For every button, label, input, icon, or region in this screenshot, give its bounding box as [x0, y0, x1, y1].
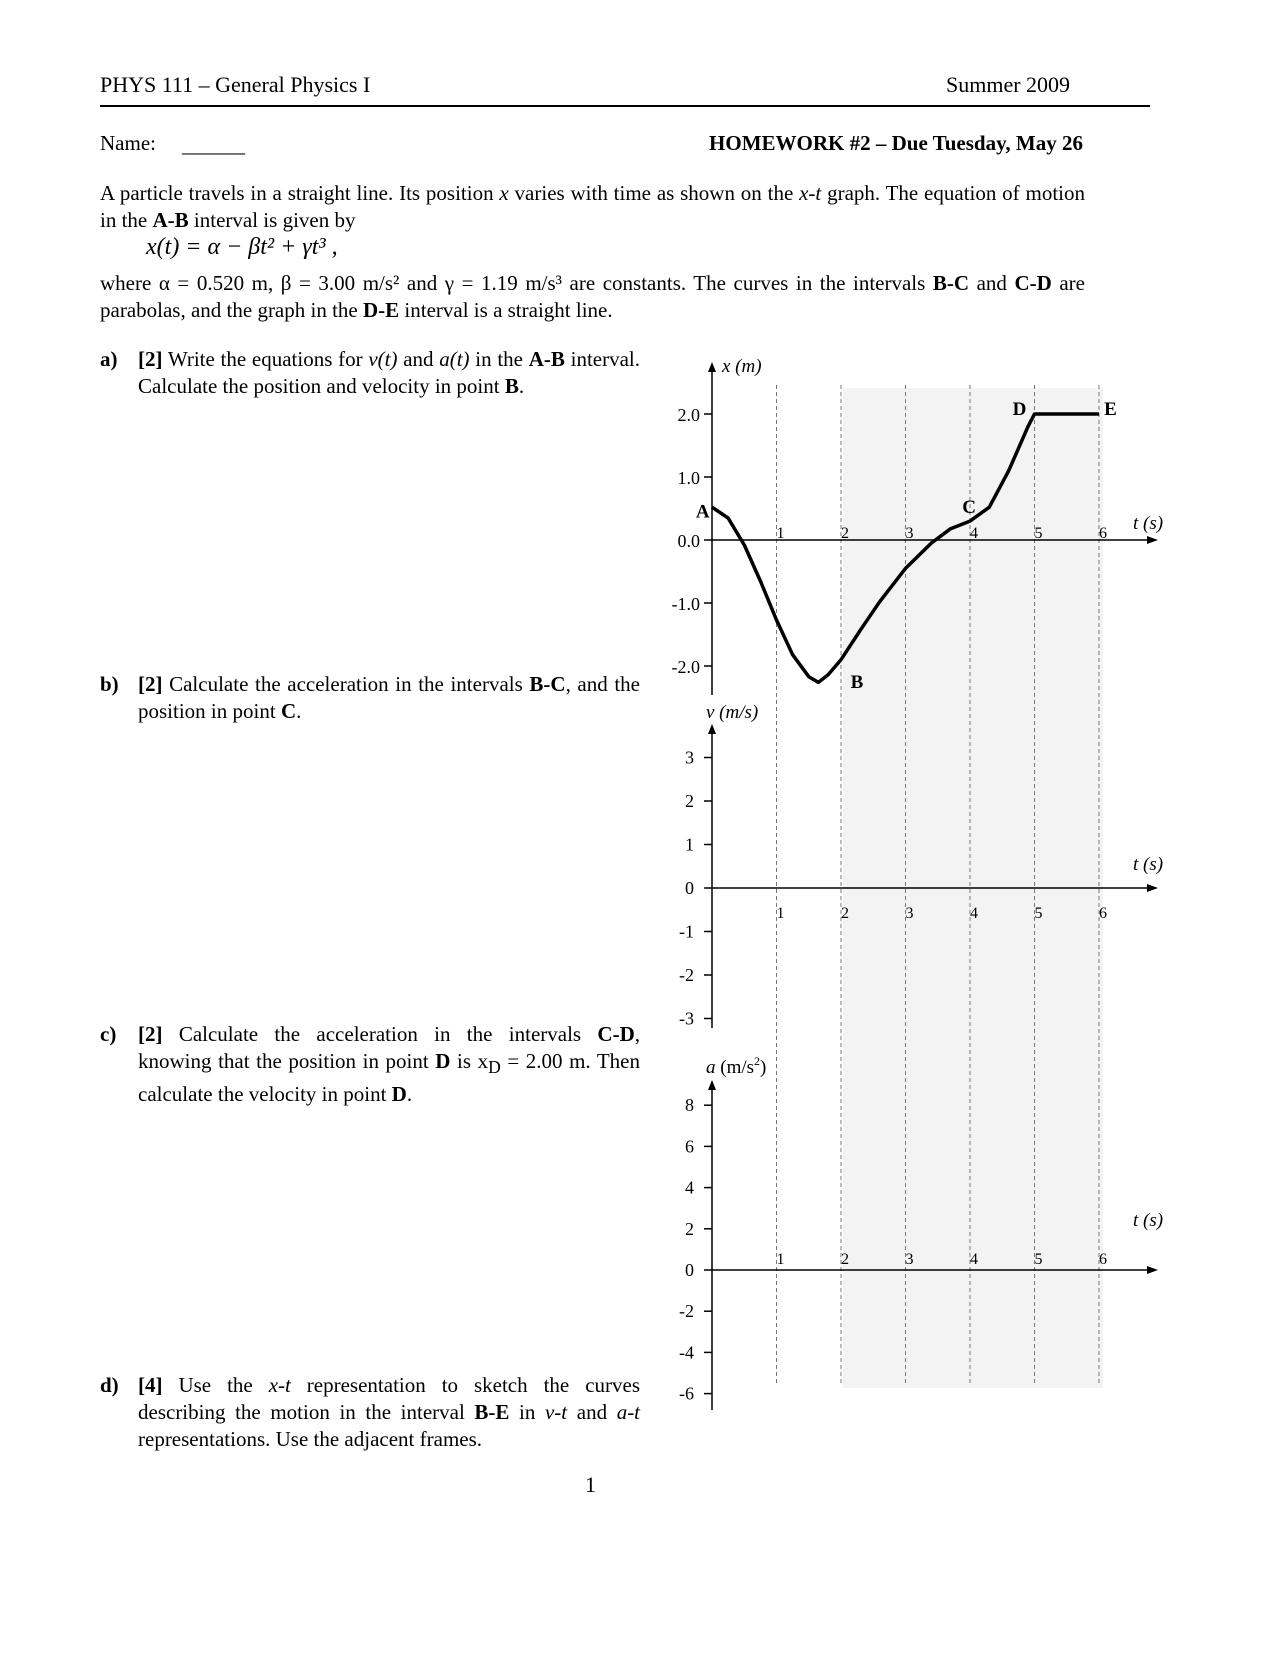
- intro-paragraph-2: where α = 0.520 m, β = 3.00 m/s² and γ = 1.19 m/s³ are constants. The curves in the intervals B-C and C-D are parabolas, and the graph in the D-E interval is a straight line.: [100, 271, 1085, 322]
- x-t-xtick-label: 3: [905, 525, 914, 542]
- point-label-e: E: [1104, 398, 1117, 420]
- point-label-b: B: [850, 671, 864, 693]
- point-label-a: A: [695, 501, 710, 523]
- v-t-xtick-label: 6: [1099, 905, 1107, 922]
- x-t-x-arrow: [1147, 536, 1158, 544]
- x-t-xtick-label: 6: [1099, 525, 1107, 542]
- v-t-y-arrow: [708, 724, 716, 734]
- v-t-ytick-label: 0: [685, 878, 694, 898]
- a-t-ytick-label: -6: [679, 1383, 694, 1404]
- name-label: Name:: [100, 131, 156, 155]
- course-title: PHYS 111 – General Physics I: [100, 72, 371, 97]
- point-label-d: D: [1012, 398, 1027, 420]
- a-t-xlabel: t (s): [1133, 1210, 1164, 1231]
- a-t-y-arrow: [708, 1080, 716, 1090]
- v-t-ylabel: v (m/s): [706, 702, 759, 723]
- question-a: a) [2] Write the equations for v(t) and a(t) in the A-B interval. Calculate the position and velocity in point B.: [100, 347, 640, 398]
- a-t-xtick-label: 3: [905, 1251, 914, 1268]
- v-t-xtick-label: 2: [841, 905, 849, 922]
- x-t-xtick-label: 1: [776, 525, 785, 542]
- a-t-xtick-label: 4: [970, 1251, 978, 1268]
- v-t-ytick-label: 3: [685, 747, 694, 768]
- homework-title: HOMEWORK #2 – Due Tuesday, May 26: [709, 131, 1083, 155]
- question-c: c) [2] Calculate the acceleration in the intervals C-D, knowing that the position in point D is $x_D = 2.00$ m. Then calculate the velocity in point D.: [100, 1022, 640, 1107]
- name-blank: ______: [182, 133, 245, 157]
- v-t-x-arrow: [1147, 884, 1158, 892]
- a-t-ytick-label: -2: [679, 1301, 694, 1322]
- x-t-xlabel: t (s): [1133, 513, 1164, 534]
- point-label-c: C: [962, 497, 976, 519]
- x-t-ytick-label: 1.0: [677, 468, 700, 488]
- x-t-xtick-label: 2: [841, 525, 849, 542]
- a-t-ytick-label: 4: [685, 1177, 694, 1198]
- a-t-xtick-label: 6: [1099, 1251, 1107, 1268]
- v-t-xlabel: t (s): [1133, 854, 1164, 875]
- a-t-ytick-label: 8: [685, 1095, 694, 1116]
- v-t-ytick-label: 2: [685, 791, 694, 811]
- a-t-xtick-label: 5: [1034, 1251, 1043, 1268]
- term: Summer 2009: [946, 72, 1071, 97]
- v-t-xtick-label: 5: [1034, 905, 1043, 922]
- x-t-ytick-label: -1.0: [671, 594, 700, 614]
- page-number: 1: [585, 1472, 596, 1497]
- x-t-xtick-label: 4: [970, 525, 978, 542]
- x-t-ytick-label: -2.0: [671, 657, 700, 677]
- a-t-xtick-label: 2: [841, 1251, 849, 1268]
- x-t-ytick-label: 2.0: [677, 405, 700, 425]
- question-d: d) [4] Use the x-t representation to sketch the curves describing the motion in the interval B-E in v-t and a-t representations. Use the adjacent frames.: [100, 1373, 641, 1451]
- intro-paragraph-1: A particle travels in a straight line. Its position x varies with time as shown on the x-t graph. The equation of motion in the A-B interval is given by: [100, 181, 1085, 232]
- a-t-ytick-label: 2: [685, 1218, 694, 1239]
- v-t-xtick-label: 4: [970, 905, 978, 922]
- question-b: b) [2] Calculate the acceleration in the intervals B-C, and the position in point C.: [100, 672, 640, 723]
- v-t-ytick-label: -3: [679, 1008, 694, 1029]
- v-t-xtick-label: 1: [776, 905, 785, 922]
- equation: x(t) = α − βt² + γt³ ,: [146, 234, 338, 260]
- x-t-ylabel: x (m): [722, 356, 762, 377]
- a-t-xtick-label: 1: [776, 1251, 785, 1268]
- v-t-ytick-label: 1: [685, 834, 694, 855]
- x-t-ytick-label: 0.0: [677, 531, 700, 551]
- a-t-ytick-label: 6: [685, 1136, 694, 1157]
- v-t-xtick-label: 3: [905, 905, 914, 922]
- x-t-xtick-label: 5: [1034, 525, 1043, 542]
- a-t-x-arrow: [1147, 1266, 1158, 1274]
- a-t-ytick-label: 0: [685, 1260, 694, 1280]
- x-t-y-arrow: [708, 362, 716, 372]
- v-t-ytick-label: -1: [679, 921, 694, 942]
- a-t-ylabel: a $(m/s^2)$: [706, 1054, 767, 1078]
- v-t-ytick-label: -2: [679, 965, 694, 985]
- a-t-ytick-label: -4: [679, 1342, 694, 1363]
